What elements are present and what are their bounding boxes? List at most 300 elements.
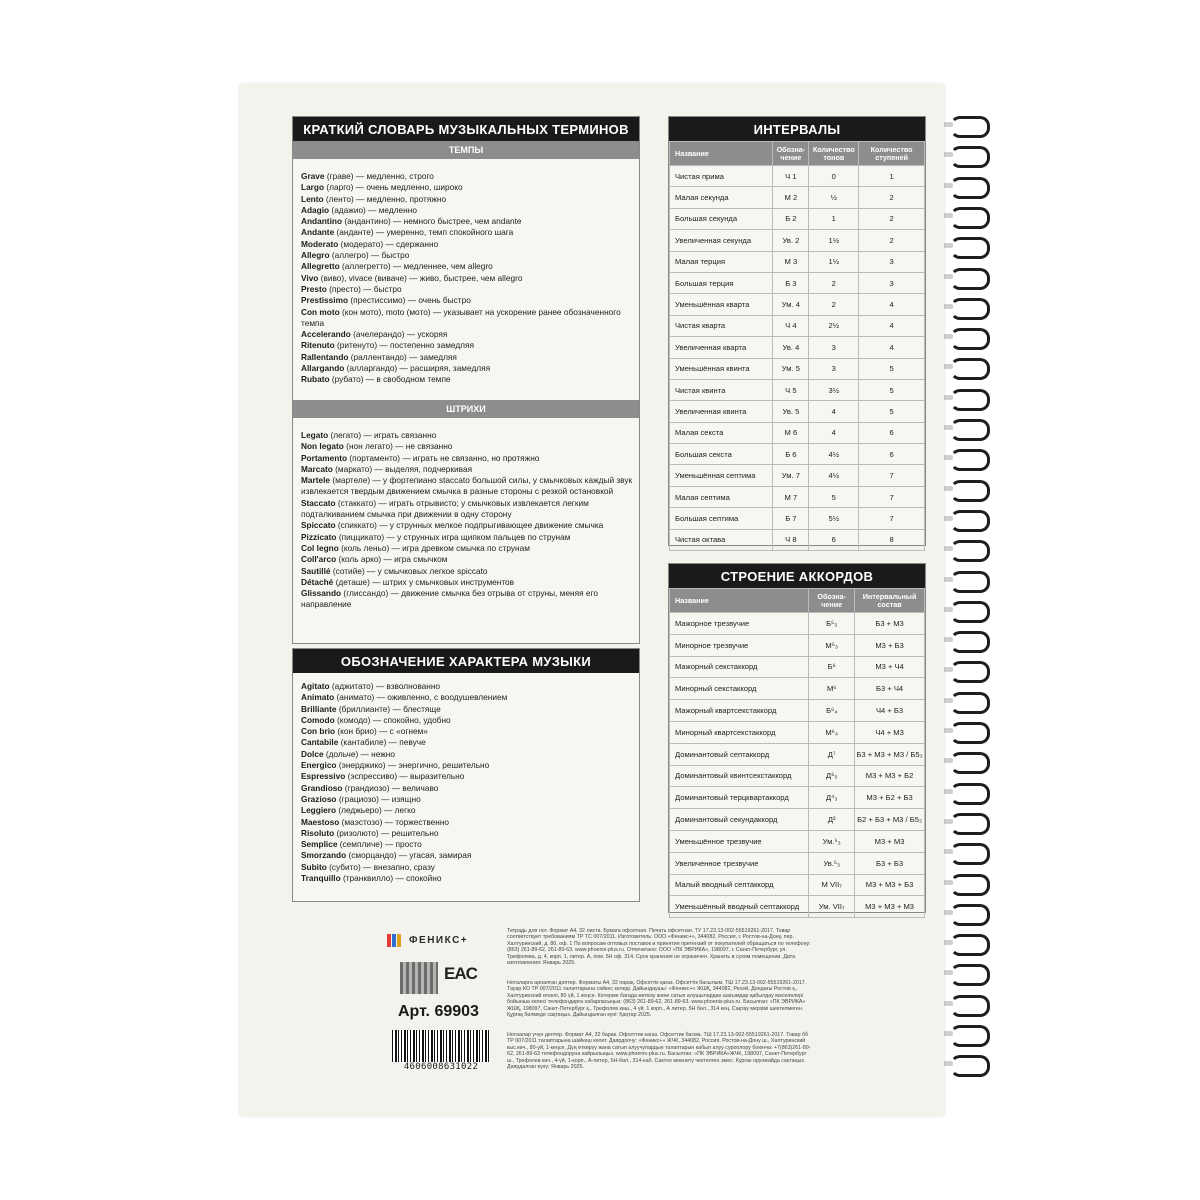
term-definition: (андантино) — немного быстрее, чем andante (342, 216, 522, 227)
term-name: Rubato (301, 374, 330, 385)
term-definition: (леджьеро) — легко (336, 805, 416, 816)
term-entry (301, 783, 633, 794)
table-row (670, 187, 925, 208)
chords-table (669, 588, 925, 918)
table-cell: Б 3 (773, 272, 809, 293)
table-cell: Мажорный квартсекстаккорд (670, 700, 809, 722)
table-row (670, 379, 925, 400)
column-header: Обозна-чение (773, 142, 809, 166)
table-cell: Д⁶₅ (809, 765, 855, 787)
term-definition: (дольче) — нежно (323, 748, 396, 759)
table-cell: Увеличенная секунда (670, 230, 773, 251)
term-definition: (бриллианте) — блестяще (336, 703, 441, 714)
term-definition: (ленто) — медленно, протяжно (323, 193, 447, 204)
spiral-ring (944, 417, 986, 437)
term-definition: (грациозо) — изящно (336, 793, 421, 804)
term-name: Risoluto (301, 827, 335, 838)
table-cell: Д² (809, 809, 855, 831)
table-row (670, 401, 925, 422)
character-panel (292, 648, 640, 902)
term-name: Ritenuto (301, 340, 335, 351)
table-cell: 6 (859, 444, 925, 465)
table-row (670, 678, 925, 700)
table-cell: Чистая кварта (670, 315, 773, 336)
term-definition: (ларго) — очень медленно, широко (324, 182, 463, 193)
term-entry (301, 771, 633, 782)
table-cell: Ч 1 (773, 166, 809, 187)
table-cell: Б⁵₃ (809, 613, 855, 635)
table-cell: 2 (809, 272, 859, 293)
table-cell: 1½ (809, 251, 859, 272)
term-definition: (анданте) — умеренно, темп спокойного шага (334, 227, 514, 238)
term-name: Espressivo (301, 771, 346, 782)
table-cell: Б⁶ (809, 656, 855, 678)
spiral-ring (944, 659, 986, 679)
term-entry (301, 295, 633, 306)
spiral-ring (944, 508, 986, 528)
table-cell: 0 (809, 166, 859, 187)
term-entry (301, 464, 633, 475)
term-name: Adagio (301, 204, 330, 215)
table-cell: Б⁶₄ (809, 700, 855, 722)
term-entry (301, 543, 633, 554)
term-name: Marcato (301, 463, 333, 474)
term-name: Moderato (301, 238, 339, 249)
term-definition: (ачелерандо) — ускоряя (350, 329, 448, 340)
table-row (670, 486, 925, 507)
term-name: Détaché (301, 576, 334, 587)
term-name: Energico (301, 760, 337, 771)
table-cell: Чистая октава (670, 529, 773, 550)
table-cell: М⁵₃ (809, 634, 855, 656)
term-name: Lento (301, 193, 324, 204)
table-cell: 5 (859, 401, 925, 422)
column-header: Количество ступеней (859, 142, 925, 166)
table-cell: 5½ (809, 508, 859, 529)
table-cell: Чистая квинта (670, 379, 773, 400)
term-entry (301, 374, 633, 385)
table-row (670, 765, 925, 787)
term-definition: (спиккато) — у струнных мелкое подпрыгивающее движение смычка (335, 520, 604, 531)
term-definition: (грандиозо) — величаво (342, 782, 439, 793)
table-row (670, 294, 925, 315)
table-row (670, 809, 925, 831)
table-cell: 4 (859, 315, 925, 336)
spiral-ring (944, 296, 986, 316)
brand-name: ФЕНИКС+ (409, 934, 469, 946)
table-cell: 4 (859, 294, 925, 315)
table-cell: Ум. 7 (773, 465, 809, 486)
term-entry (301, 205, 633, 216)
table-cell: Уменьшённая квинта (670, 358, 773, 379)
term-name: Subito (301, 861, 327, 872)
term-entry (301, 760, 633, 771)
spiral-ring (944, 811, 986, 831)
table-cell: Б3 + Ч4 (855, 678, 925, 700)
brand-logo (387, 932, 468, 948)
table-cell: М3 + Б2 + Б3 (855, 787, 925, 809)
term-name: Martele (301, 475, 331, 486)
term-entry (301, 453, 633, 464)
table-row (670, 230, 925, 251)
table-row (670, 852, 925, 874)
column-header: Название (670, 589, 809, 613)
table-cell: 4 (809, 401, 859, 422)
term-entry (301, 216, 633, 227)
table-cell: Доминантовый септаккорд (670, 743, 809, 765)
spiral-binding (944, 114, 1004, 1074)
spiral-ring (944, 538, 986, 558)
table-cell: Ч 4 (773, 315, 809, 336)
table-cell: Малая септима (670, 486, 773, 507)
table-cell: 3 (809, 337, 859, 358)
term-entry (301, 475, 633, 498)
table-row (670, 874, 925, 896)
column-header: Обозна-чение (809, 589, 855, 613)
term-entry (301, 839, 633, 850)
chords-title: СТРОЕНИЕ АККОРДОВ (669, 564, 925, 588)
character-title: ОБОЗНАЧЕНИЕ ХАРАКТЕРА МУЗЫКИ (293, 649, 639, 673)
table-cell: Мажорный секстаккорд (670, 656, 809, 678)
table-row (670, 721, 925, 743)
table-cell: Минорное трезвучие (670, 634, 809, 656)
term-definition: (коль арко) — игра смычком (336, 554, 448, 565)
table-cell: Б3 + М3 + М3 / Б5₃ (855, 743, 925, 765)
term-name: Spiccato (301, 520, 336, 531)
table-cell: Ум. 4 (773, 294, 809, 315)
spiral-ring (944, 205, 986, 225)
term-name: Prestissimo (301, 295, 349, 306)
spiral-ring (944, 235, 986, 255)
term-entry (301, 692, 633, 703)
spiral-ring (944, 902, 986, 922)
barcode-number: 4606008631022 (392, 1062, 490, 1072)
term-definition: (анимато) — оживленно, с воодушевлением (334, 692, 508, 703)
table-cell: М VII₇ (809, 874, 855, 896)
table-cell: Ч4 + Б3 (855, 700, 925, 722)
table-cell: Б3 + Б3 (855, 852, 925, 874)
table-row (670, 358, 925, 379)
table-cell: 4½ (809, 465, 859, 486)
term-name: Maestoso (301, 816, 340, 827)
spiral-ring (944, 114, 986, 134)
table-cell: Малая терция (670, 251, 773, 272)
table-cell: Ув. 5 (773, 401, 809, 422)
term-entry (301, 749, 633, 760)
term-entry (301, 715, 633, 726)
tempos-list (301, 171, 633, 386)
spiral-ring (944, 932, 986, 952)
table-cell: Ум. 5 (773, 358, 809, 379)
term-definition: (легато) — играть связанно (328, 430, 437, 440)
table-cell: Доминантовый терцквартаккорд (670, 787, 809, 809)
term-name: Glissando (301, 588, 342, 599)
table-row (670, 787, 925, 809)
term-name: Dolce (301, 748, 324, 759)
term-entry (301, 737, 633, 748)
term-definition: (субито) — внезапно, сразу (326, 861, 435, 872)
table-cell: Ум. VII₇ (809, 896, 855, 918)
table-cell: Увеличенная квинта (670, 401, 773, 422)
table-cell: М⁶ (809, 678, 855, 700)
table-cell: Д⁷ (809, 743, 855, 765)
table-cell: 3½ (809, 379, 859, 400)
table-cell: 3 (859, 251, 925, 272)
term-definition: (раллентандо) — замедляя (348, 351, 457, 362)
table-cell: 3 (809, 358, 859, 379)
spiral-ring (944, 326, 986, 346)
table-cell: Б 6 (773, 444, 809, 465)
spiral-ring (944, 993, 986, 1013)
table-cell: Уменьшённая кварта (670, 294, 773, 315)
term-definition: (энерджико) — энергично, решительно (336, 760, 490, 771)
table-cell: 4½ (809, 444, 859, 465)
term-definition: (глиссандо) — движение смычка без отрыва от струны, меняя его направление (301, 588, 599, 610)
term-definition: (престо) — быстро (326, 283, 402, 294)
column-header: Интервальный состав (855, 589, 925, 613)
table-cell: Чистая прима (670, 166, 773, 187)
term-name: Pizzicato (301, 531, 337, 542)
term-entry (301, 239, 633, 250)
table-cell: Минорный квартсекстаккорд (670, 721, 809, 743)
table-row (670, 422, 925, 443)
table-cell: Доминантовый секундаккорд (670, 809, 809, 831)
table-row (670, 444, 925, 465)
table-cell: Минорный секстаккорд (670, 678, 809, 700)
table-row (670, 634, 925, 656)
table-row (670, 700, 925, 722)
term-definition: (сморцандо) — угасая, замирая (346, 850, 472, 861)
term-entry (301, 817, 633, 828)
table-cell: Увеличенная кварта (670, 337, 773, 358)
term-definition: (кон мото), moto (мото) — указывает на ускорение ранее обозначенного темпа (301, 306, 621, 328)
table-cell: Уменьшённое трезвучие (670, 830, 809, 852)
spiral-ring (944, 387, 986, 407)
spiral-ring (944, 266, 986, 286)
column-header: Название (670, 142, 773, 166)
term-entry (301, 520, 633, 531)
term-name: Coll'arco (301, 554, 337, 565)
term-definition: (маркато) — выделяя, подчеркивая (332, 463, 473, 474)
strokes-header: ШТРИХИ (293, 400, 639, 418)
table-cell: Б3 + М3 (855, 613, 925, 635)
table-cell: 6 (859, 422, 925, 443)
table-cell: 2 (809, 294, 859, 315)
spiral-ring (944, 175, 986, 195)
table-cell: 2 (859, 208, 925, 229)
term-entry (301, 329, 633, 340)
term-name: Animato (301, 692, 335, 703)
term-definition: (граве) — медленно, строго (324, 171, 434, 181)
spiral-ring (944, 1023, 986, 1043)
table-row (670, 830, 925, 852)
term-entry (301, 250, 633, 261)
term-name: Comodo (301, 714, 335, 725)
term-definition: (коль леньо) — игра древком смычка по струнам (338, 542, 530, 553)
table-row (670, 743, 925, 765)
spiral-ring (944, 1053, 986, 1073)
fineprint-ru: Тетрадь для нот. Формат А4, 32 листа. Бумага офсетная. Печать офсетная. ТУ 17.23.13-002-55519261-2017. Товар соответствует требованиям ТР ТС 007/2011. Изготовитель: ООО «Феникс+», 344082, Россия, г. Ростов-на-Дону, пер. Халтуринский, д. 80, оф. 1 По вопросам оптовых поставок и принятия претензий от покупателей обращаться по телефону: (863) 261-89-62, 261-89-63. www.phoenix-plus.ru. Отпечатано: ООО «ПК ЭВРИКА», 198097, г. Санкт-Петербург, ул. Трефолева, д. 4, корп. 1, литер. А, пом. 5Н оф. 314. Срок хранения не ограничен. Хранить в сухом помещении. Дата изготовления: Январь 2025. (507, 928, 811, 967)
table-row (670, 529, 925, 550)
table-cell: 7 (859, 465, 925, 486)
term-definition: (транквилло) — спокойно (340, 873, 442, 884)
term-definition: (аллегро) — быстро (329, 250, 410, 261)
table-row (670, 896, 925, 918)
table-cell: 5 (859, 358, 925, 379)
table-cell: М 3 (773, 251, 809, 272)
article-number: Арт. 69903 (398, 1003, 479, 1020)
term-entry (301, 794, 633, 805)
table-cell: 4 (809, 422, 859, 443)
table-cell: Ч4 + М3 (855, 721, 925, 743)
table-cell: 7 (859, 486, 925, 507)
table-cell: Ув. 4 (773, 337, 809, 358)
spiral-ring (944, 962, 986, 982)
term-entry (301, 182, 633, 193)
table-row (670, 166, 925, 187)
term-entry (301, 850, 633, 861)
term-name: Con moto (301, 306, 340, 317)
spiral-ring (944, 750, 986, 770)
term-name: Grave (301, 171, 325, 181)
term-definition: (аллегретто) — медленнее, чем allegro (339, 261, 493, 272)
table-row (670, 272, 925, 293)
table-cell: 2 (859, 230, 925, 251)
intervals-title: ИНТЕРВАЛЫ (669, 117, 925, 141)
intervals-table (669, 141, 925, 551)
term-definition: (маэстозо) — торжественно (339, 816, 450, 827)
chords-panel (668, 563, 926, 913)
term-definition: (нон легато) — не связанно (343, 441, 453, 452)
table-row (670, 465, 925, 486)
table-cell: 5 (859, 379, 925, 400)
term-entry (301, 577, 633, 588)
term-definition: (виво), vivace (виваче) — живо, быстрее, чем allegro (318, 272, 523, 283)
term-entry (301, 284, 633, 295)
term-entry (301, 261, 633, 272)
table-row (670, 613, 925, 635)
spiral-ring (944, 781, 986, 801)
term-entry (301, 430, 633, 441)
table-cell: М 6 (773, 422, 809, 443)
term-definition: (комодо) — спокойно, удобно (334, 714, 451, 725)
term-name: Portamento (301, 452, 348, 463)
term-definition: (деташе) — штрих у смычковых инструментов (333, 576, 515, 587)
table-cell: М3 + Б3 (855, 634, 925, 656)
table-cell: М 7 (773, 486, 809, 507)
term-entry (301, 227, 633, 238)
term-name: Smorzando (301, 850, 347, 861)
term-name: Non legato (301, 441, 344, 452)
table-cell: 7 (859, 508, 925, 529)
term-entry (301, 352, 633, 363)
qr-code (400, 962, 438, 994)
table-cell: Большая секунда (670, 208, 773, 229)
table-cell: Малая секста (670, 422, 773, 443)
table-cell: 2 (859, 187, 925, 208)
table-row (670, 251, 925, 272)
term-entry (301, 704, 633, 715)
table-cell: Д⁴₃ (809, 787, 855, 809)
term-name: Staccato (301, 497, 336, 508)
table-cell: 5 (809, 486, 859, 507)
table-cell: Большая секста (670, 444, 773, 465)
table-row (670, 315, 925, 336)
term-definition: (адажио) — медленно (329, 204, 417, 215)
term-definition: (мартеле) — у фортепиано staccato большой силы, у смычковых каждый звук извлекается твердым движением смычка в разные стороны с резкой остановкой (301, 475, 633, 497)
term-entry (301, 194, 633, 205)
spiral-ring (944, 841, 986, 861)
term-definition: (ритенуто) — постепенно замедляя (334, 340, 475, 351)
spiral-ring (944, 720, 986, 740)
term-definition: (ризолюто) — решительно (334, 827, 439, 838)
table-cell: М3 + М3 + Б3 (855, 874, 925, 896)
table-cell: Малая секунда (670, 187, 773, 208)
table-row (670, 508, 925, 529)
term-name: Sautillé (301, 565, 331, 576)
strokes-list (301, 430, 633, 611)
spiral-ring (944, 690, 986, 710)
table-cell: 3 (859, 272, 925, 293)
table-cell: 6 (809, 529, 859, 550)
term-definition: (модерато) — сдержанно (338, 238, 439, 249)
term-name: Allargando (301, 363, 345, 374)
term-entry (301, 873, 633, 884)
term-entry (301, 566, 633, 577)
dictionary-title: КРАТКИЙ СЛОВАРЬ МУЗЫКАЛЬНЫХ ТЕРМИНОВ (293, 117, 639, 141)
term-entry (301, 340, 633, 351)
table-cell: М 2 (773, 187, 809, 208)
term-name: Con brio (301, 726, 336, 737)
intervals-panel (668, 116, 926, 546)
spiral-ring (944, 599, 986, 619)
table-cell: М3 + Ч4 (855, 656, 925, 678)
spiral-ring (944, 569, 986, 589)
term-definition: (кантабиле) — певуче (338, 737, 426, 748)
term-definition: (стаккато) — играть отрывисто; у смычковых извлекается легким подталкиванием смычка при движении в одну сторону (301, 497, 589, 520)
table-row (670, 656, 925, 678)
term-name: Allegro (301, 250, 330, 261)
term-definition: (алларгандо) — расширяя, замедляя (344, 363, 491, 374)
term-entry (301, 828, 633, 839)
term-name: Cantabile (301, 737, 339, 748)
term-entry (301, 441, 633, 452)
fineprint-kz: Ноталарға арналған дәптер. Форматы А4, 32 парақ. Офсеттік қағаз. Офсеттік басылым. ТШ 17.23.13-002-55519261-2017. Тауар КО ТР 007/2011 талаптарына сәйкес келеді. Дайындаушы: «Феникс+» ЖШҚ, 344082, Ресей, Дондағы Ростов қ., Халтуринский өткелі, 80 үй, 1 кеңсе. Көтерме бағада жеткізу және сатып алушылардан шағымдар қабылдау мәселелері бойынша келесі телефондарға хабарласыңыз: (863) 261-89-62, 261-89-63. www.phoenix-plus.ru. Басылған: «ПК ЭВРИКА» ЖШҚ, 198097, Санкт-Петербург қ., Трефолев көш., 4 үй, 1 корп., А литер, 5Н бөл., 314 кең. Сақтау мерзімі шектелмеген. Құрғақ бөлмеде сақтаңыз. Дайындалған күні: Қаңтар 2025. (507, 980, 807, 1019)
table-row (670, 337, 925, 358)
term-definition: (сотийе) — у смычковых легкое spiccato (330, 565, 488, 576)
term-entry (301, 363, 633, 374)
term-name: Grazioso (301, 793, 337, 804)
term-entry (301, 554, 633, 565)
term-entry (301, 862, 633, 873)
table-cell: Ч 5 (773, 379, 809, 400)
term-name: Tranquillo (301, 873, 341, 884)
term-definition: (семпличе) — просто (337, 839, 422, 850)
term-definition: (портаменто) — играть не связанно, но протяжно (347, 452, 540, 463)
term-entry (301, 681, 633, 692)
term-name: Allegretto (301, 261, 340, 272)
term-name: Andante (301, 227, 335, 238)
spiral-ring (944, 872, 986, 892)
term-name: Leggiero (301, 805, 337, 816)
term-entry (301, 307, 633, 330)
term-name: Brilliante (301, 703, 337, 714)
tempos-header: ТЕМПЫ (293, 141, 639, 159)
dictionary-panel (292, 116, 640, 644)
term-definition: (престиссимо) — очень быстро (348, 295, 471, 306)
table-cell: М⁶₄ (809, 721, 855, 743)
table-cell: Большая терция (670, 272, 773, 293)
